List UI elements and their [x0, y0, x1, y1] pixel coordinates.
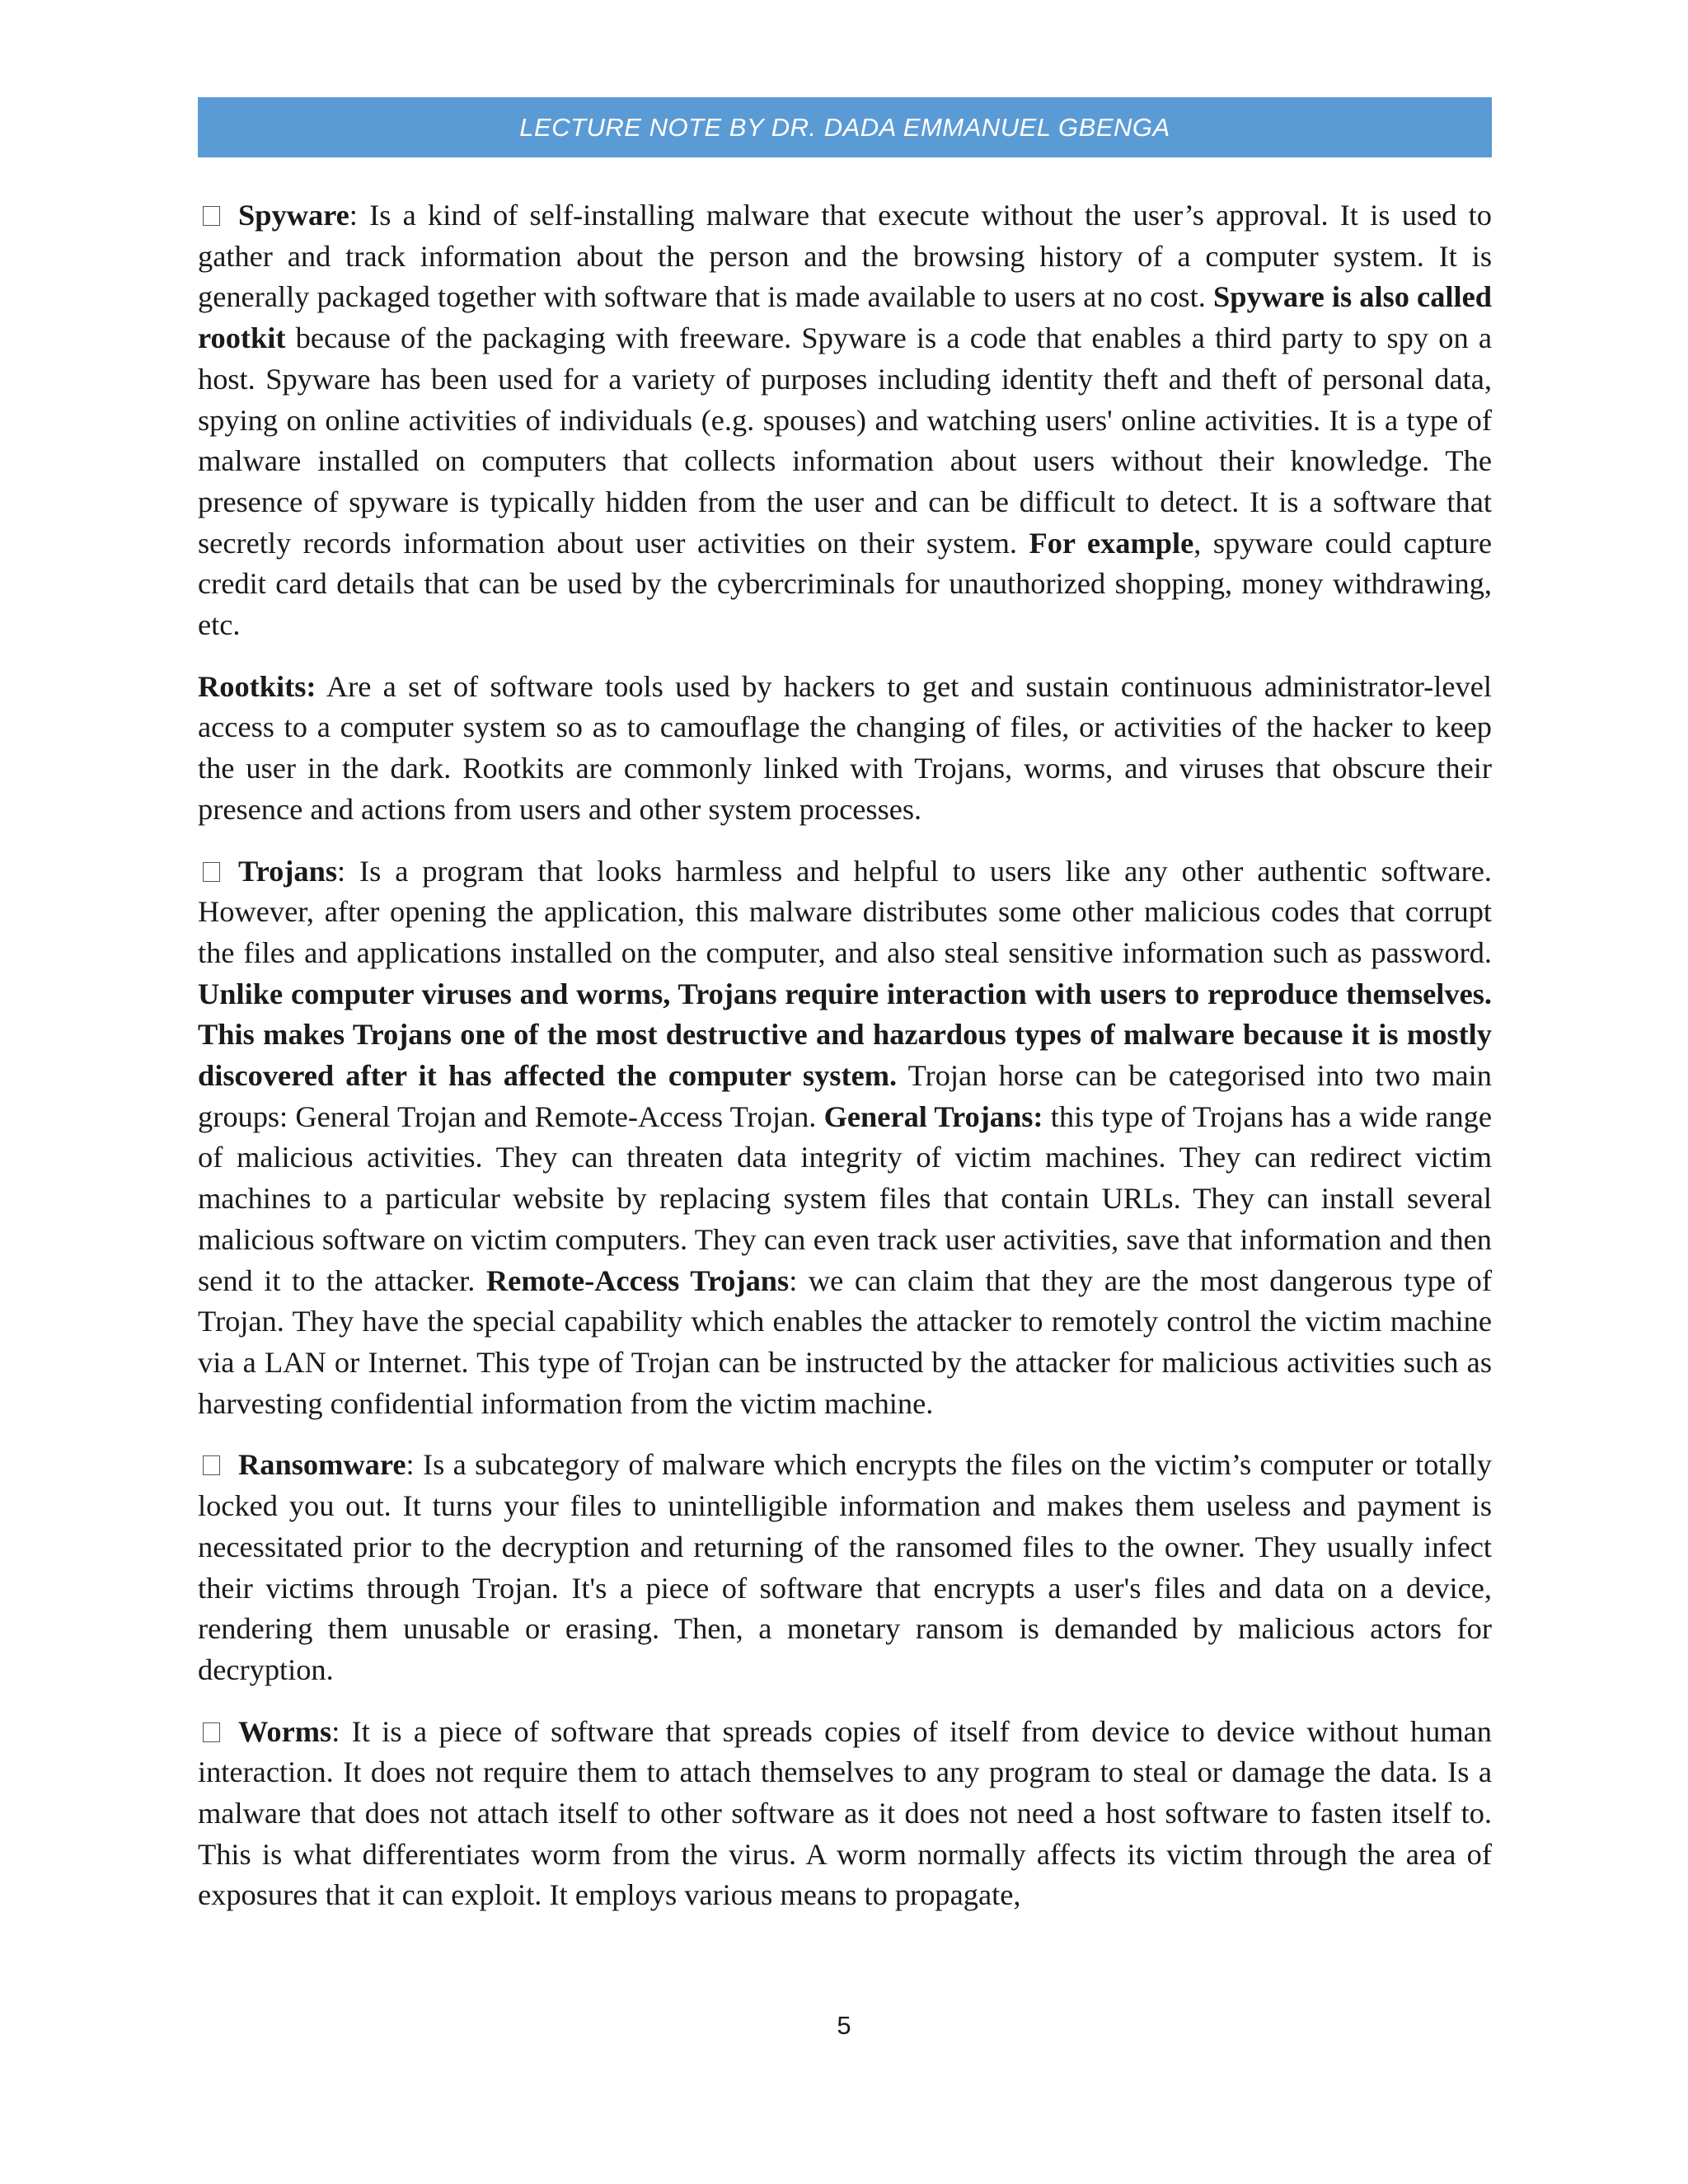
term-spyware: Spyware	[238, 199, 349, 232]
text-span: , spyware could capture credit card details that can be used by the cybercriminals for unauthorized shopping, money withdrawing, etc.	[198, 526, 1492, 642]
paragraph-spyware	[198, 195, 1492, 646]
term-trojans: Trojans	[238, 854, 337, 888]
text-span: this type of Trojans has a wide range of malicious activities. They can threaten data integrity of victim machines. They can redirect victim machines to a particular website by replacing system files that contain URLs. They can install several malicious software on victim computers. They can even track user activities, save that information and then send it to the attacker.	[198, 1099, 1493, 1297]
header-title: LECTURE NOTE BY DR. DADA EMMANUEL GBENGA	[519, 112, 1170, 142]
term-ransomware: Ransomware	[238, 1448, 406, 1482]
text-span: : Is a subcategory of malware which encrypts the files on the victim’s computer or totally locked you out. It turns your files to unintelligible information and makes them useless and payment is necessitated prior to the decryption and returning of the ransomed files to the owner. They usually infect their victims through Trojan. It's a piece of software that encrypts a user's files and data on a device, rendering them unusable or erasing. Then, a monetary ransom is demanded by malicious actors for decryption.	[198, 1448, 1492, 1686]
paragraph-rootkits	[198, 667, 1492, 831]
bold-span: Remote-Access Trojans	[485, 1263, 790, 1297]
page-number: 5	[837, 2011, 851, 2040]
text-span: Trojan horse can be categorised into two main groups: General Trojan and Remote-Access Trojan.	[198, 1059, 1492, 1133]
bullet-icon	[203, 206, 220, 226]
bold-span: Spyware is also called rootkit	[198, 280, 1493, 355]
bullet-icon	[203, 1722, 220, 1742]
text-span: : we can claim that they are the most dangerous type of Trojan. They have the special capability which enables the attacker to remotely control the victim machine via a LAN or Internet. This type of Trojan can be instructed by the attacker for malicious activities such as harvesting confidential information from the victim machine.	[198, 1263, 1492, 1420]
paragraph-worms	[198, 1712, 1492, 1917]
bullet-icon	[203, 1455, 220, 1475]
term-rootkits: Rootkits:	[198, 669, 316, 703]
text-span: because of the packaging with freeware. Spyware is a code that enables a third party to spy on a host. Spyware has been used for a variety of purposes including identity theft and theft of personal data, spying on online activities of individuals (e.g. spouses) and watching users' online activities. It is a type of malware installed on computers that collects information about users without their knowledge. The presence of spyware is typically hidden from the user and can be difficult to detect. It is a software that secretly records information about user activities on their system.	[198, 321, 1492, 560]
text-span: : Is a kind of self-installing malware that execute without the user’s approval. It is used to gather and track information about the person and the browsing history of a computer system. It is generally packaged together with software that is made available to users at no cost.	[198, 199, 1492, 314]
document-body	[198, 195, 1492, 1937]
paragraph-ransomware	[198, 1445, 1492, 1690]
bold-span: For example	[1029, 526, 1194, 560]
bold-span: General Trojans:	[823, 1099, 1043, 1133]
term-worms: Worms	[238, 1714, 332, 1748]
text-span: : It is a piece of software that spreads copies of itself from device to device without human interaction. It does not require them to attach themselves to any program to steal or damage the data. Is a malware that does not attach itself to other software as it does not need a host software to fasten itself to. This is what differentiates worm from the virus. A worm normally affects its victim through the area of exposures that it can exploit. It employs various means to propagate,	[198, 1714, 1492, 1912]
text-span: : Is a program that looks harmless and helpful to users like any other authentic software. However, after opening the application, this malware distributes some other malicious codes that corrupt the files and applications installed on the computer, and also steal sensitive information such as password.	[198, 854, 1492, 969]
page-header	[198, 97, 1492, 157]
text-span: Are a set of software tools used by hackers to get and sustain continuous administrator-level access to a computer system so as to camouflage the changing of files, or activities of the hacker to keep the user in the dark. Rootkits are commonly linked with Trojans, worms, and viruses that obscure their presence and actions from users and other system processes.	[198, 669, 1492, 826]
paragraph-trojans	[198, 851, 1492, 1425]
bullet-icon	[203, 862, 220, 882]
bold-span: Unlike computer viruses and worms, Trojans require interaction with users to reproduce themselves. This makes Trojans one of the most destructive and hazardous types of malware because it is mostly discovered after it has affected the computer system.	[198, 977, 1492, 1093]
